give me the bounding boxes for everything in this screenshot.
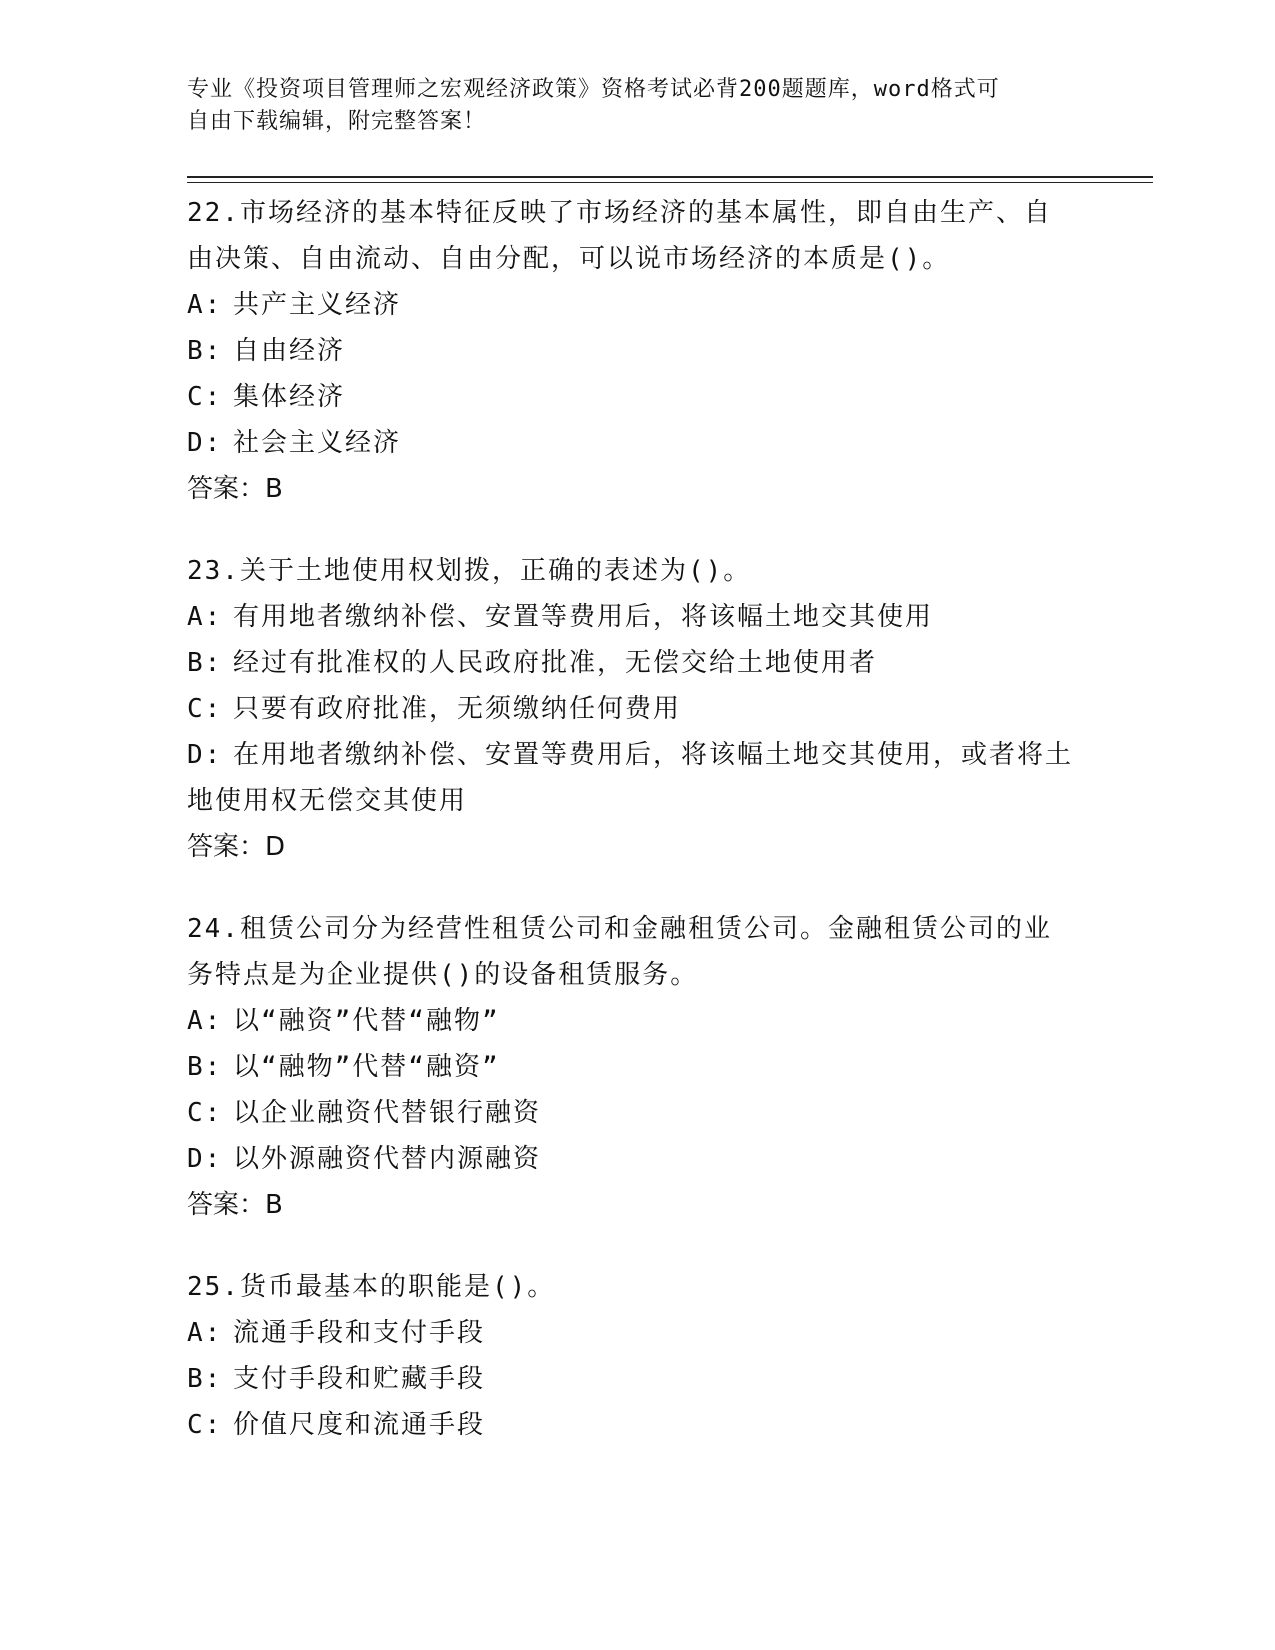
option-text: 经过有批准权的人民政府批准，无偿交给土地使用者 xyxy=(233,648,878,678)
option-text: 在用地者缴纳补偿、安置等费用后，将该幅土地交其使用，或者将土地使用权无偿交其使用 xyxy=(187,740,1074,816)
answer-line: 答案：B xyxy=(187,474,283,504)
option-letter: C: xyxy=(187,1098,223,1128)
question-stem: 25.货币最基本的职能是()。 xyxy=(187,1272,556,1302)
option-c xyxy=(187,1402,1077,1448)
option-letter: A: xyxy=(187,1318,223,1348)
question-24 xyxy=(187,906,1077,1228)
option-letter: B: xyxy=(187,648,223,678)
option-letter: D: xyxy=(187,428,223,458)
option-text: 支付手段和贮藏手段 xyxy=(233,1364,486,1394)
header-divider-thick xyxy=(187,176,1153,178)
option-a xyxy=(187,594,1077,640)
option-b xyxy=(187,1356,1077,1402)
option-letter: C: xyxy=(187,1410,223,1440)
header-line-1: 专业《投资项目管理师之宏观经济政策》资格考试必背200题题库，word格式可 xyxy=(187,77,1000,102)
option-c xyxy=(187,1090,1077,1136)
question-stem: 22.市场经济的基本特征反映了市场经济的基本属性，即自由生产、自由决策、自由流动、自由分配，可以说市场经济的本质是()。 xyxy=(187,198,1052,274)
document-header xyxy=(187,74,1067,138)
option-text: 只要有政府批准，无须缴纳任何费用 xyxy=(233,694,682,724)
option-text: 共产主义经济 xyxy=(233,290,402,320)
option-text: 流通手段和支付手段 xyxy=(233,1318,486,1348)
option-text: 以外源融资代替内源融资 xyxy=(233,1144,542,1174)
option-text: 有用地者缴纳补偿、安置等费用后，将该幅土地交其使用 xyxy=(233,602,934,632)
option-a xyxy=(187,1310,1077,1356)
option-letter: D: xyxy=(187,1144,223,1174)
answer-line: 答案：D xyxy=(187,832,286,862)
option-text: 社会主义经济 xyxy=(233,428,402,458)
option-text: 以“融物”代替“融资” xyxy=(233,1052,500,1082)
question-stem: 23.关于土地使用权划拨，正确的表述为()。 xyxy=(187,556,752,586)
question-23 xyxy=(187,548,1077,870)
header-divider-thin xyxy=(187,182,1153,183)
option-a xyxy=(187,998,1077,1044)
option-letter: D: xyxy=(187,740,223,770)
option-text: 集体经济 xyxy=(233,382,346,412)
option-d xyxy=(187,1136,1077,1182)
answer-line: 答案：B xyxy=(187,1190,283,1220)
option-letter: B: xyxy=(187,1364,223,1394)
option-c xyxy=(187,686,1077,732)
option-a xyxy=(187,282,1077,328)
option-b xyxy=(187,640,1077,686)
option-letter: B: xyxy=(187,1052,223,1082)
option-text: 以“融资”代替“融物” xyxy=(233,1006,500,1036)
option-text: 价值尺度和流通手段 xyxy=(233,1410,486,1440)
option-b xyxy=(187,328,1077,374)
option-text: 以企业融资代替银行融资 xyxy=(233,1098,542,1128)
option-letter: C: xyxy=(187,382,223,412)
option-letter: A: xyxy=(187,602,223,632)
option-d xyxy=(187,732,1077,824)
option-b xyxy=(187,1044,1077,1090)
option-letter: A: xyxy=(187,290,223,320)
header-line-2: 自由下载编辑，附完整答案！ xyxy=(187,109,487,134)
option-d xyxy=(187,420,1077,466)
option-text: 自由经济 xyxy=(233,336,346,366)
option-letter: B: xyxy=(187,336,223,366)
question-list xyxy=(187,190,1077,1484)
option-letter: C: xyxy=(187,694,223,724)
question-stem: 24.租赁公司分为经营性租赁公司和金融租赁公司。金融租赁公司的业务特点是为企业提供()的设备租赁服务。 xyxy=(187,914,1052,990)
question-22 xyxy=(187,190,1077,512)
option-c xyxy=(187,374,1077,420)
question-25 xyxy=(187,1264,1077,1448)
option-letter: A: xyxy=(187,1006,223,1036)
